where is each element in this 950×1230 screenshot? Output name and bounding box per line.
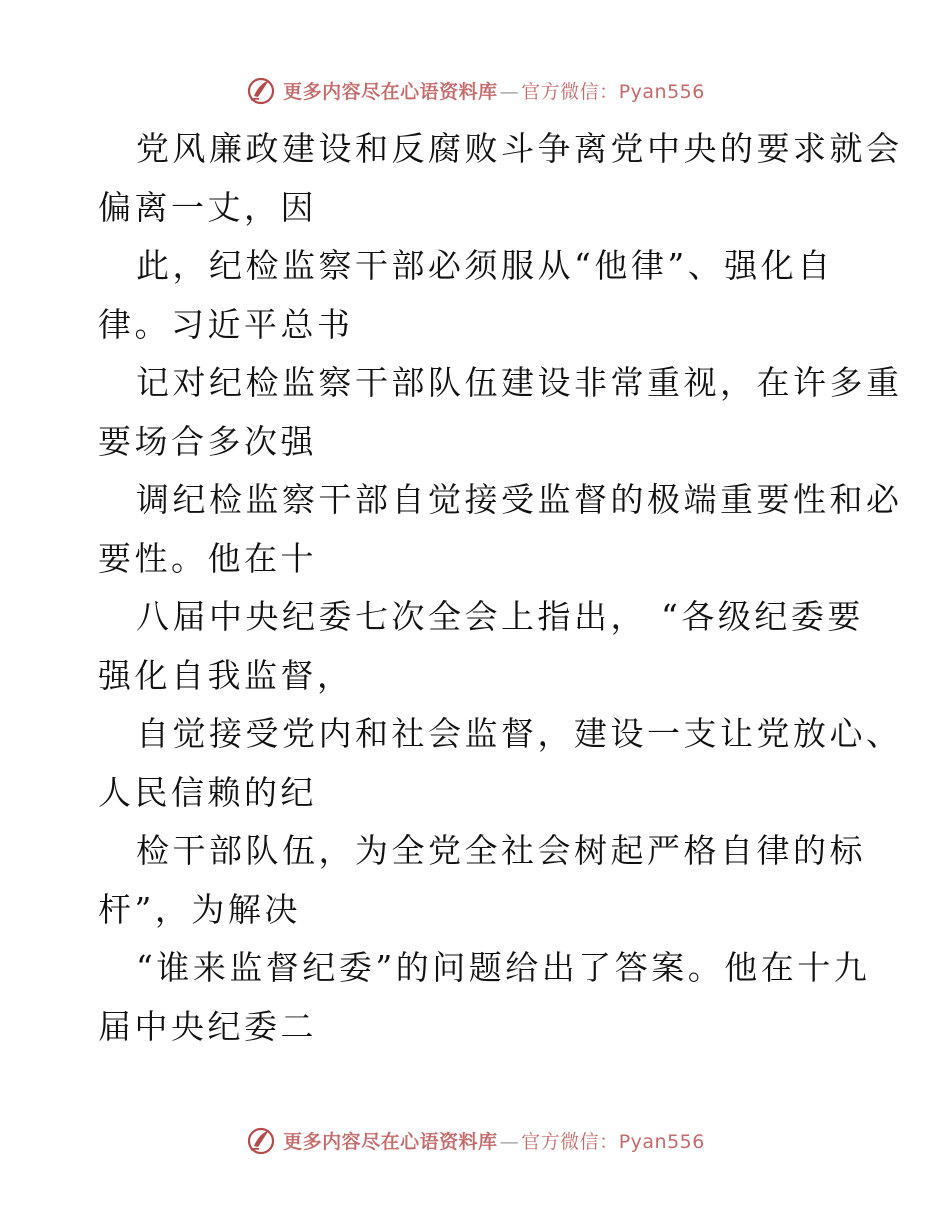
text-line: 党风廉政建设和反腐败斗争离党中央的要求就会 <box>136 129 903 168</box>
text-line: 自觉接受党内和社会监督，建设一支让党放心、 <box>136 714 903 753</box>
banner-text <box>283 77 705 104</box>
banner-wechat-label: 官方微信： <box>521 1130 619 1153</box>
ink-brush-seal-icon <box>245 1124 277 1156</box>
banner-dash: — <box>499 80 520 103</box>
text-line: 届中央纪委二 <box>98 1006 317 1046</box>
text-line: “谁来监督纪委”的问题给出了答案。他在十九 <box>136 948 871 987</box>
banner-wechat-handle: Pyan556 <box>618 1130 705 1153</box>
text-line: 要性。他在十 <box>98 538 317 578</box>
text-line: 律。习近平总书 <box>98 304 354 344</box>
text-line: 杆”，为解决 <box>98 889 301 929</box>
banner-text <box>283 1127 705 1154</box>
text-line: 检干部队伍，为全党全社会树起严格自律的标 <box>136 831 866 870</box>
text-line: 记对纪检监察干部队伍建设非常重视，在许多重 <box>136 363 903 402</box>
text-line: 要场合多次强 <box>98 421 317 461</box>
banner-wechat-label: 官方微信： <box>521 80 619 103</box>
banner-title: 更多内容尽在心语资料库 <box>283 80 498 103</box>
text-line: 偏离一丈，因 <box>98 187 317 227</box>
ink-brush-seal-icon <box>245 74 277 106</box>
banner-title: 更多内容尽在心语资料库 <box>283 1130 498 1153</box>
footer-banner <box>0 1120 950 1160</box>
text-line: 八届中央纪委七次全会上指出， “各级纪委要 <box>136 597 864 636</box>
text-line: 此，纪检监察干部必须服从“他律”、强化自 <box>136 246 834 285</box>
banner-wechat-handle: Pyan556 <box>618 80 705 103</box>
banner-dash: — <box>499 1130 520 1153</box>
header-banner <box>0 70 950 110</box>
text-line: 调纪检监察干部自觉接受监督的极端重要性和必 <box>136 480 903 519</box>
document-body <box>98 120 903 1056</box>
text-line: 人民信赖的纪 <box>98 772 317 812</box>
text-line: 强化自我监督， <box>98 655 354 695</box>
